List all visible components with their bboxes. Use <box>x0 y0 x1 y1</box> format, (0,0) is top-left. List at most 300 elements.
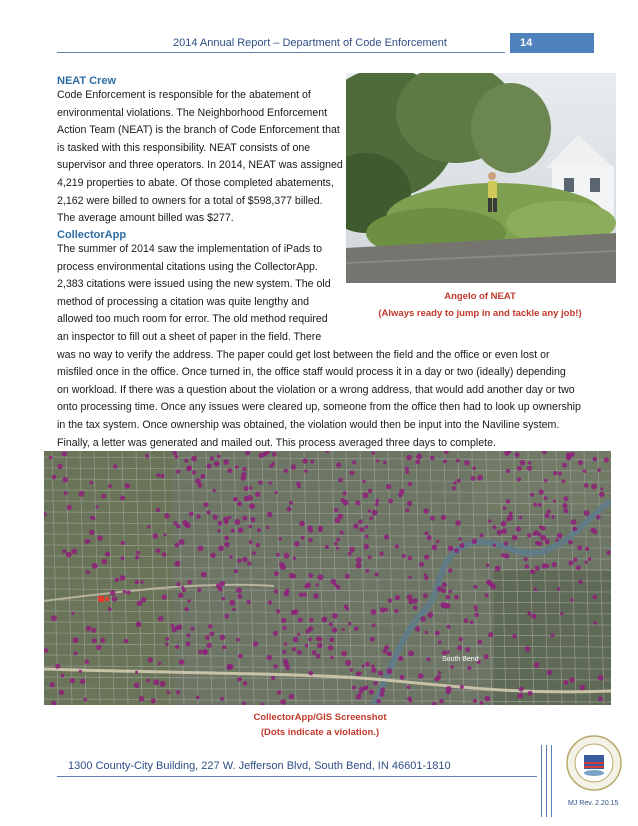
violation-dot <box>328 645 333 650</box>
violation-dot <box>64 491 68 495</box>
violation-dot <box>408 651 414 657</box>
violation-dot <box>325 545 329 549</box>
violation-dot <box>448 546 454 552</box>
violation-dot <box>546 564 550 568</box>
violation-dot <box>91 628 96 633</box>
text-line: The average amount billed was $277. <box>57 212 234 225</box>
text-line: is tasked with this responsibility. NEAT consists of one <box>57 141 311 154</box>
violation-dot <box>156 508 160 512</box>
violation-dot <box>165 643 169 647</box>
violation-dot <box>283 659 288 664</box>
violation-dot <box>415 626 420 631</box>
city-seal-icon <box>566 735 622 791</box>
violation-dot <box>308 538 313 543</box>
violation-dot <box>242 557 247 562</box>
violation-dot <box>200 474 205 479</box>
violation-dot <box>407 594 413 600</box>
violation-dot <box>530 493 534 497</box>
violation-dot <box>407 686 411 690</box>
violation-dot <box>283 591 289 597</box>
violation-dot <box>92 516 96 520</box>
text-line: 4,219 properties to abate. Of those completed abatements, <box>57 176 334 189</box>
violation-dot <box>275 491 278 494</box>
violation-dot <box>282 650 286 654</box>
violation-dot <box>71 548 77 554</box>
violation-dot <box>166 691 170 695</box>
violation-dot <box>427 535 432 540</box>
violation-dot <box>336 463 341 468</box>
violation-dot <box>308 528 313 533</box>
violation-dot <box>279 562 284 567</box>
violation-dot <box>236 587 242 593</box>
violation-dot <box>192 470 196 474</box>
violation-dot <box>336 538 340 542</box>
violation-dot <box>571 519 577 525</box>
violation-dot <box>289 501 293 505</box>
text-line: supervisor and three operators. In 2014, NEAT was assigned <box>57 159 343 172</box>
violation-dot <box>566 452 571 457</box>
text-line: onto processing time. Once any issues were cleared up, someone from the office then had to look up ownership <box>57 401 581 414</box>
violation-dot <box>540 535 546 541</box>
header-divider <box>57 52 505 53</box>
violation-dot <box>544 496 548 500</box>
violation-dot <box>539 489 544 494</box>
violation-dot <box>237 559 242 564</box>
violation-dot <box>446 595 451 600</box>
violation-dot <box>356 694 362 700</box>
violation-dot <box>229 555 233 559</box>
violation-dot <box>353 524 358 529</box>
violation-dot <box>238 527 244 533</box>
violation-dot <box>305 644 309 648</box>
violation-dot <box>534 662 540 668</box>
violation-dot <box>146 679 150 683</box>
violation-dot <box>316 583 319 586</box>
violation-dot <box>120 575 126 581</box>
violation-dot <box>384 534 389 539</box>
violation-dot <box>344 604 348 608</box>
violation-dot <box>527 611 531 615</box>
violation-dot <box>66 552 72 558</box>
violation-dot <box>374 681 378 685</box>
violation-dot <box>455 520 461 526</box>
violation-dot <box>467 666 471 670</box>
violation-dot <box>274 589 278 593</box>
violation-dot <box>532 571 535 574</box>
violation-dot <box>249 503 255 509</box>
violation-dot <box>309 618 314 623</box>
photo-caption-title: Angelo of NEAT <box>444 291 516 302</box>
violation-dot <box>187 599 191 603</box>
violation-dot <box>524 557 528 561</box>
violation-dot <box>176 582 180 586</box>
violation-dot <box>284 642 288 646</box>
violation-dot <box>365 686 368 689</box>
violation-dot <box>276 553 280 557</box>
violation-dot <box>256 543 260 547</box>
violation-dot <box>551 515 555 519</box>
violation-dot <box>232 608 235 611</box>
violation-dot <box>386 484 391 489</box>
footer-divider <box>57 776 537 777</box>
violation-dot <box>257 528 261 532</box>
violation-dot <box>332 627 338 633</box>
violation-dot <box>175 645 179 649</box>
violation-dot <box>493 544 496 547</box>
violation-dot <box>507 515 513 521</box>
violation-dot <box>335 517 341 523</box>
violation-dot <box>503 506 507 510</box>
violation-dot <box>352 460 356 464</box>
violation-dot <box>86 570 90 574</box>
violation-dot <box>583 469 587 473</box>
violation-dot <box>277 690 282 695</box>
violation-dot <box>51 615 57 621</box>
violation-dot <box>62 451 67 456</box>
violation-dot <box>423 508 428 513</box>
violation-dot <box>405 467 409 471</box>
violation-dot <box>268 600 272 604</box>
violation-dot <box>79 491 85 497</box>
violation-dot <box>591 484 597 490</box>
violation-dot <box>398 656 403 661</box>
violation-dot <box>425 631 428 634</box>
violation-dot <box>85 660 90 665</box>
violation-dot <box>395 595 400 600</box>
violation-dot <box>383 461 387 465</box>
violation-dot <box>177 625 182 630</box>
violation-dot <box>405 508 409 512</box>
violation-dot <box>557 587 561 591</box>
violation-dot <box>398 493 403 498</box>
violation-dot <box>585 547 589 551</box>
violation-dot <box>171 624 175 628</box>
violation-dot <box>408 482 412 486</box>
violation-dot <box>430 456 435 461</box>
violation-dot <box>460 543 465 548</box>
violation-dot <box>477 640 482 645</box>
violation-dot <box>365 525 368 528</box>
violation-dot <box>316 654 321 659</box>
violation-dot <box>447 651 450 654</box>
violation-dot <box>273 631 278 636</box>
violation-dot <box>274 571 279 576</box>
violation-dot <box>604 457 609 462</box>
violation-dot <box>515 452 520 457</box>
violation-dot <box>343 500 349 506</box>
violation-dot <box>375 499 379 503</box>
violation-dot <box>551 633 555 637</box>
violation-dot <box>163 533 166 536</box>
violation-dot <box>472 539 478 545</box>
violation-dot <box>238 654 243 659</box>
violation-dot <box>84 698 88 702</box>
violation-dot <box>525 564 529 568</box>
violation-dot <box>186 466 191 471</box>
violation-dot <box>249 540 253 544</box>
violation-dot <box>528 691 533 696</box>
violation-dot <box>517 466 522 471</box>
violation-dot <box>243 681 248 686</box>
violation-dot <box>527 466 532 471</box>
violation-dot <box>96 645 101 650</box>
violation-dot <box>596 515 601 520</box>
violation-dot <box>569 677 574 682</box>
violation-dot <box>220 697 224 701</box>
violation-dot <box>191 456 197 462</box>
violation-dot <box>356 557 362 563</box>
violation-dot <box>465 647 470 652</box>
violation-dot <box>525 646 531 652</box>
violation-dot <box>562 479 566 483</box>
violation-dot <box>563 680 568 685</box>
map-caption-title: CollectorApp/GIS Screenshot <box>253 712 387 723</box>
photo-caption-subtitle: (Always ready to jump in and tackle any job!) <box>378 308 582 319</box>
violation-dot <box>442 582 447 587</box>
violation-dot <box>52 475 57 480</box>
violation-dot <box>61 674 65 678</box>
violation-dot <box>474 613 479 618</box>
violation-dot <box>336 547 339 550</box>
violation-dot <box>474 605 478 609</box>
violation-dot <box>92 563 98 569</box>
violation-dot <box>368 489 373 494</box>
violation-dot <box>105 551 110 556</box>
violation-dot <box>485 696 491 702</box>
violation-dot <box>378 671 383 676</box>
violation-dot <box>266 526 269 529</box>
violation-dot <box>356 672 360 676</box>
violation-dot <box>124 483 130 489</box>
violation-dot <box>506 469 510 473</box>
violation-dot <box>189 512 194 517</box>
violation-dot <box>363 492 369 498</box>
violation-dot <box>484 654 489 659</box>
violation-dot <box>578 580 582 584</box>
violation-dot <box>533 503 537 507</box>
violation-dot <box>224 542 230 548</box>
violation-dot <box>555 539 558 542</box>
violation-dot <box>221 597 225 601</box>
violation-dot <box>334 508 338 512</box>
violation-dot <box>273 664 277 668</box>
violation-dot <box>318 637 322 641</box>
violation-dot <box>160 474 164 478</box>
violation-dot <box>568 540 573 545</box>
violation-dot <box>480 533 484 537</box>
violation-dot <box>517 477 521 481</box>
violation-dot <box>574 527 578 531</box>
violation-dot <box>92 638 97 643</box>
violation-dot <box>62 549 66 553</box>
violation-dot <box>134 683 140 689</box>
violation-dot <box>371 665 375 669</box>
violation-dot <box>359 527 364 532</box>
text-line: allowed too much room for error. The old method required <box>57 313 328 326</box>
violation-dot <box>434 677 439 682</box>
violation-dot <box>217 529 220 532</box>
violation-dot <box>179 539 185 545</box>
violation-dot <box>439 699 444 704</box>
violation-dot <box>544 479 547 482</box>
violation-dot <box>497 530 502 535</box>
violation-dot <box>172 627 177 632</box>
violation-dot <box>176 690 180 694</box>
violation-dot <box>598 697 603 702</box>
violation-dot <box>207 643 212 648</box>
violation-dot <box>209 631 214 636</box>
violation-dot <box>108 607 112 611</box>
violation-dot <box>80 679 85 684</box>
violation-dot <box>471 476 476 481</box>
violation-dot <box>368 509 371 512</box>
violation-dot <box>292 647 296 651</box>
violation-dot <box>416 454 422 460</box>
violation-dot <box>560 612 563 615</box>
violation-dot <box>233 497 238 502</box>
violation-dot <box>156 473 160 477</box>
violation-dot <box>553 471 557 475</box>
violation-dot <box>432 545 438 551</box>
violation-dot <box>366 569 370 573</box>
violation-dot <box>86 626 91 631</box>
text-line: environmental violations. The Neighborhood Enforcement <box>57 106 328 119</box>
violation-dot <box>441 515 446 520</box>
text-line: an inspector to fill out a sheet of paper in the field. There <box>57 330 322 343</box>
violation-dot <box>493 525 497 529</box>
violation-dot <box>223 459 229 465</box>
violation-dot <box>348 552 352 556</box>
violation-dot <box>473 585 477 589</box>
violation-dot <box>363 480 366 483</box>
violation-dot <box>388 598 393 603</box>
violation-dot <box>259 453 264 458</box>
violation-dot <box>280 699 286 705</box>
violation-dot <box>182 588 186 592</box>
violation-dot <box>304 469 308 473</box>
revision-note: MJ Rev. 2.20.15 <box>568 800 619 807</box>
violation-dot <box>214 461 220 467</box>
violation-dot <box>308 671 313 676</box>
violation-dot <box>379 551 383 555</box>
violation-dot <box>173 521 177 525</box>
violation-dot <box>279 537 282 540</box>
violation-dot <box>358 519 363 524</box>
violation-dot <box>424 554 429 559</box>
violation-dot <box>127 590 131 594</box>
violation-dot <box>464 618 469 623</box>
violation-dot <box>112 596 117 601</box>
violation-dot <box>460 685 464 689</box>
report-title: 2014 Annual Report – Department of Code Enforcement <box>173 37 447 49</box>
violation-dot <box>453 481 456 484</box>
violation-dot <box>162 594 167 599</box>
violation-dot <box>196 514 201 519</box>
violation-dot <box>293 557 296 560</box>
violation-dot <box>158 616 164 622</box>
violation-dot <box>135 580 139 584</box>
violation-dot <box>354 626 359 631</box>
violation-dot <box>415 460 420 465</box>
violation-dot <box>594 531 597 534</box>
violation-dot <box>281 618 286 623</box>
violation-dot <box>563 508 568 513</box>
violation-dot <box>348 622 352 626</box>
violation-dot <box>472 466 476 470</box>
text-line: was no way to verify the address. The paper could get lost between the field and the office or even lost or <box>57 348 550 361</box>
violation-dot <box>57 464 62 469</box>
violation-dot <box>340 531 344 535</box>
violation-dot <box>269 481 272 484</box>
violation-dot <box>242 467 246 471</box>
violation-dot <box>395 544 399 548</box>
violation-dot <box>519 687 524 692</box>
violation-dot <box>449 590 453 594</box>
violation-dot <box>427 612 433 618</box>
neat-heading: NEAT Crew <box>57 75 117 87</box>
violation-dot <box>488 632 493 637</box>
violation-dot <box>486 564 490 568</box>
violation-dot <box>430 516 435 521</box>
violation-dot <box>213 489 216 492</box>
violation-dot <box>229 600 235 606</box>
violation-dot <box>234 569 238 573</box>
violation-dot <box>227 468 232 473</box>
violation-dot <box>206 510 210 514</box>
violation-dot <box>113 464 117 468</box>
violation-dot <box>488 519 492 523</box>
violation-dot <box>585 561 588 564</box>
violation-dot <box>506 499 511 504</box>
violation-dot <box>158 662 161 665</box>
violation-dot <box>369 689 374 694</box>
violation-dot <box>204 502 209 507</box>
violation-dot <box>249 525 253 529</box>
violation-dot <box>372 623 376 627</box>
violation-dot <box>518 693 524 699</box>
violation-dot <box>352 686 356 690</box>
violation-dot <box>284 553 290 559</box>
violation-dot <box>63 477 68 482</box>
violation-dot <box>534 588 538 592</box>
text-line: Action Team (NEAT) is the branch of Code Enforcement that <box>57 124 340 137</box>
violation-dot <box>490 584 495 589</box>
violation-dot <box>334 542 338 546</box>
violation-dot <box>438 671 442 675</box>
map-label-south-bend: South Bend <box>442 656 479 663</box>
violation-dot <box>244 486 249 491</box>
text-line: process environmental citations using the CollectorApp. <box>57 260 318 273</box>
violation-dot <box>73 637 79 643</box>
neat-photo <box>346 73 616 283</box>
violation-dot <box>217 521 222 526</box>
violation-dot <box>331 579 337 585</box>
violation-dot <box>438 641 442 645</box>
violation-dot <box>318 574 324 580</box>
violation-dot <box>297 485 300 488</box>
violation-dot <box>151 698 156 703</box>
map-caption-subtitle: (Dots indicate a violation.) <box>260 727 380 738</box>
footer-address: 1300 County-City Building, 227 W. Jefferson Blvd, South Bend, IN 46601-1810 <box>68 760 451 772</box>
violation-dot <box>297 650 302 655</box>
violation-dot <box>101 494 106 499</box>
violation-dot <box>187 633 191 637</box>
violation-dot <box>531 614 536 619</box>
violation-dot <box>224 614 229 619</box>
violation-dot <box>196 696 200 700</box>
violation-dot <box>136 551 140 555</box>
violation-dot <box>588 557 591 560</box>
